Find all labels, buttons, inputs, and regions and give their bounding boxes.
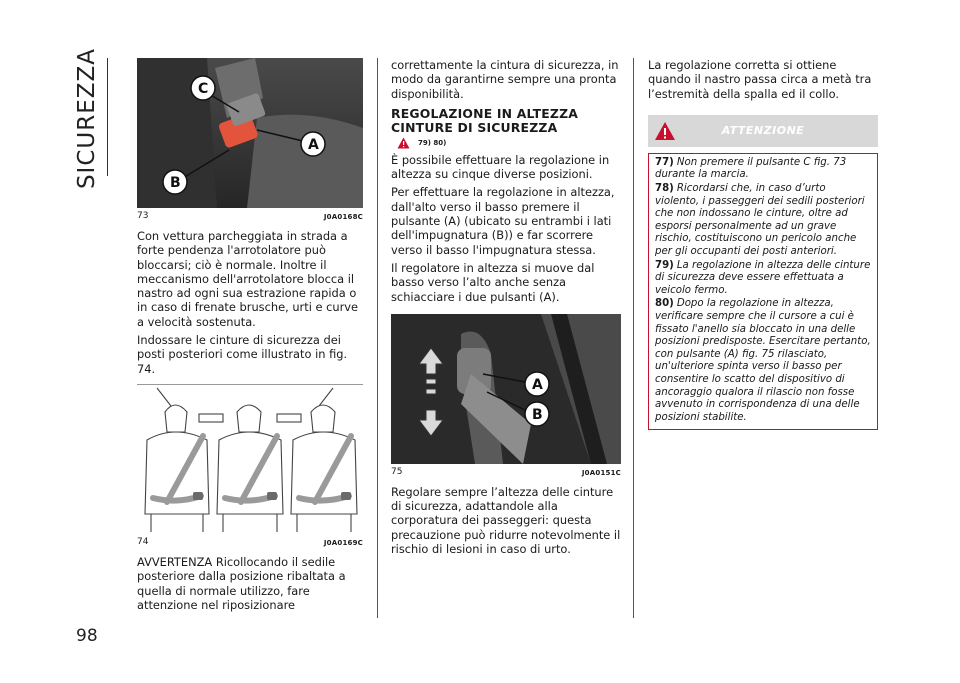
warning-text: La regolazione in altezza delle cinture di sicurezza deve essere effettuata a veicolo fermo. [655,259,871,296]
figure-75-illustration [391,314,621,464]
warning-box [648,153,878,430]
paragraph: Per effettuare la regolazione in altezza, dall'alto verso il basso premere il pulsante (A) (ubicato su entrambi i lati dell'impugnatura (B)) e far scorrere verso il basso l'impugnatura stessa. [391,185,615,257]
warning-item [655,298,871,424]
section-title [74,48,114,190]
warning-triangle-icon [397,137,410,149]
warning-text: Dopo la regolazione in altezza, verificare sempre che il cursore a cui è fissato l'anello sia bloccato in una delle posizioni predisposte. Esercitare pertanto, con pulsante (A) fig. 75 rilasciato, un'ulteriore spinta verso il basso per consentire lo scatto del dispositivo di ancoraggio qualora il rilascio non fosse avvenuto in corrispondenza di una delle posizioni stabilite. [655,298,871,423]
figure-number: 75 [391,466,403,477]
callout-c-label: C [198,81,209,97]
figure-74 [137,384,363,534]
warning-text: Non premere il pulsante C fig. 73 durante la marcia. [655,156,847,181]
paragraph: Con vettura parcheggiata in strada a forte pendenza l'arrotolatore può bloccarsi; ciò è normale. Inoltre il meccanismo dell'arrotolatore blocca il nastro ad ogni sua estrazione rapida o in caso di frenate brusche, urti e curve a velocità sostenuta. [137,229,359,329]
paragraph: La regolazione corretta si ottiene quando il nastro passa circa a metà tra l’estremità della spalla ed il collo. [648,58,872,101]
figure-code: J0A0169C [323,538,363,547]
paragraph: correttamente la cintura di sicurezza, in modo da garantirne sempre una pronta disponibilità. [391,58,619,101]
warning-number: 78) [655,183,674,195]
callout-a-label: A [532,376,543,393]
section-heading: REGOLAZIONE IN ALTEZZA CINTURE DI SICUREZZA [391,105,579,135]
paragraph: Regolare sempre l’altezza delle cinture di sicurezza, adattandole alla corporatura dei passeggeri: questa precauzione può ridurre notevolmente il rischio di lesioni in caso di urto. [391,484,621,557]
warning-title: ATTENZIONE [721,123,805,137]
paragraph: Indossare le cinture di sicurezza dei posti posteriori come illustrato in fig. 74. [137,333,348,376]
figure-73 [137,58,363,208]
figure-75-caption [391,467,621,477]
seat-belts [153,436,351,502]
figure-73-caption [137,211,363,221]
column-divider [633,58,634,618]
callout-b-label: B [532,406,543,423]
figure-74-caption [137,537,363,547]
warning-number: 79) [655,259,674,271]
warning-reference [397,137,621,149]
figure-code: J0A0151C [581,468,621,477]
paragraph: AVVERTENZA Ricollocando il sedile posteriore dalla posizione ribaltata a quella di normale utilizzo, fare attenzione nel riposizionare [137,554,346,612]
column-3 [648,58,878,430]
warning-item [655,260,871,298]
warning-number: 77) [655,156,674,168]
paragraph: È possibile effettuare la regolazione in altezza su cinque diverse posizioni. [391,152,610,182]
figure-75 [391,314,621,464]
warning-item [655,183,871,259]
column-1 [137,58,363,616]
warning-refs: 79) 80) [418,138,447,147]
seat-cushion [247,115,363,208]
column-2 [391,58,621,560]
column-divider [377,58,378,618]
figure-73-illustration [137,58,363,208]
figure-number: 74 [137,536,149,547]
paragraph: Il regolatore in altezza si muove dal basso verso l’alto anche senza schiacciare i due pulsanti (A). [391,260,595,304]
callout-a-label: A [308,137,319,153]
section-rule [107,58,108,176]
callout-b-label: B [170,175,181,191]
warning-number: 80) [655,298,674,310]
section-title-text: SICUREZZA [74,48,100,190]
figure-number: 73 [137,211,149,221]
warning-header [648,115,878,147]
warning-text: Ricordarsi che, in caso d’urto violento, i passeggeri dei sedili posteriori che non indossano le cinture, oltre ad esporsi personalmente ad un grave rischio, costituiscono un pericolo anche per gli occupanti dei posti anteriori. [655,183,865,258]
warning-item [655,157,871,182]
figure-code: J0A0168C [323,213,363,221]
page-number: 98 [76,626,98,646]
figure-74-illustration [137,384,363,534]
